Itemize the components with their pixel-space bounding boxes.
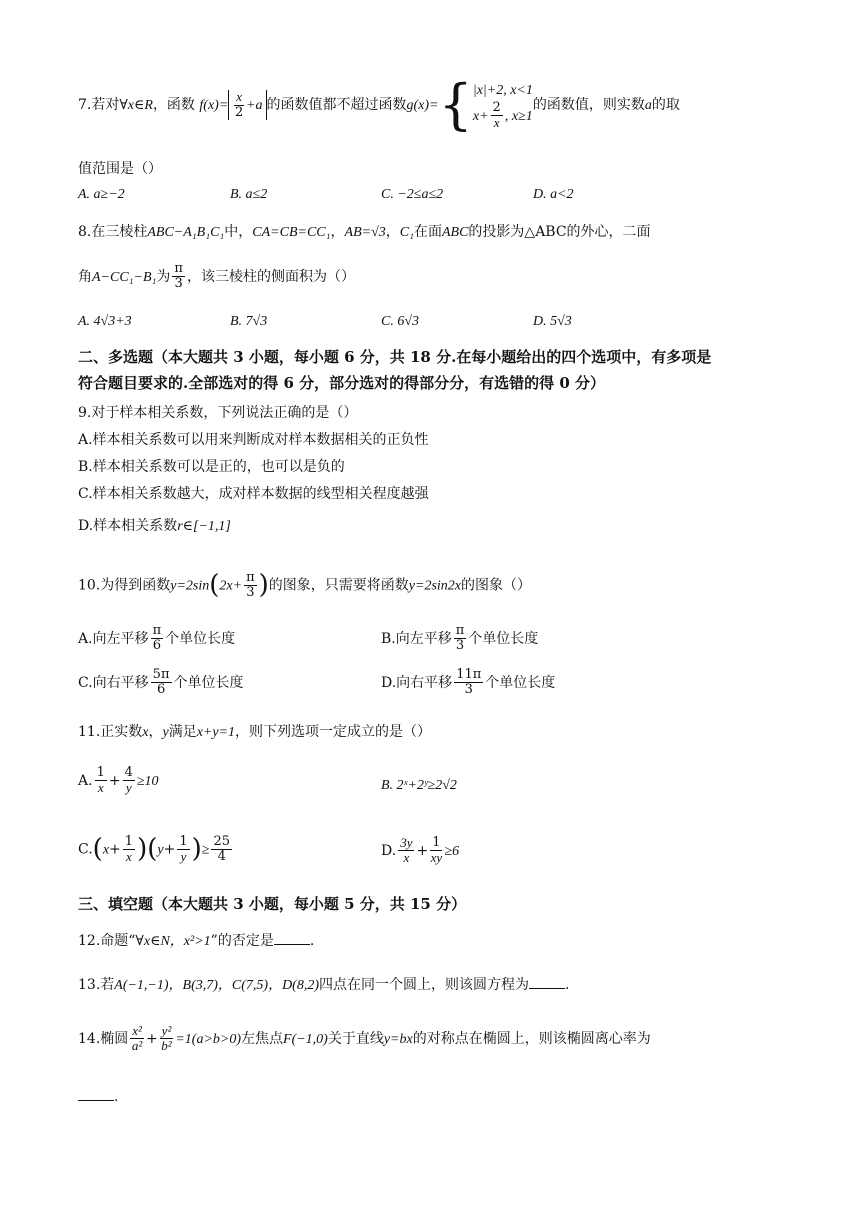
q9-option-d — [78, 518, 231, 536]
q11-option-b: B. 2ˣ+2ʸ≥2√2 — [381, 778, 457, 793]
q8-text: 角 — [78, 268, 92, 285]
q10-stem — [78, 570, 531, 601]
q12-text: 12.命题“ — [78, 933, 136, 949]
q11-c-num: 25 — [213, 833, 230, 849]
q10-paren-open: ( — [209, 570, 220, 600]
q11-c-frac3 — [211, 835, 232, 865]
q8-prism: ABC−A₁B₁C₁ — [147, 225, 225, 240]
q10-text: 的图象（） — [461, 577, 532, 594]
q8-abc: ABC — [441, 225, 469, 240]
q14-frac-y: $\frac{\text{y²}}{\text{b²}}$ — [161, 1023, 172, 1054]
q11-a-tail: ≥10 — [136, 773, 159, 789]
section2-heading-line2: 符合题目要求的.全部选对的得 6 分，部分选对的得部分分，有选错的得 0 分） — [78, 374, 605, 392]
q10-unit: 个单位长度 — [173, 674, 244, 691]
q11-c-frac1: $\frac{1}{x}$ — [124, 833, 134, 865]
q11-d-pre: D. — [381, 842, 397, 859]
q9-option-b: B.样本相关系数可以是正的，也可以是负的 — [78, 459, 345, 475]
q8-frac — [172, 262, 185, 292]
section3-heading: 三、填空题（本大题共 3 小题，每小题 5 分，共 15 分） — [78, 895, 467, 913]
q10-c-den: 6 — [156, 682, 166, 698]
q10-option-a — [78, 624, 235, 654]
q8-c1: C₁ — [399, 225, 414, 240]
q7-frac-den: 2 — [235, 104, 244, 120]
q9-stem: 9.对于样本相关系数，下列说法正确的是（） — [78, 405, 358, 421]
q14-frac-x: $\frac{\text{x²}}{\text{a²}}$ — [131, 1023, 143, 1054]
q7-brace: { — [438, 73, 473, 136]
q8-angle: A−CC₁−B₁ — [92, 269, 157, 285]
q11-d-tail: ≥6 — [444, 843, 460, 859]
q8-text: 的投影为△ABC的外心，二面 — [468, 224, 651, 240]
q7-math-domain: ∀x∈R — [119, 98, 153, 113]
q11-a-frac1: $\frac{1}{x}$ — [96, 765, 105, 796]
q8-frac-den: 3 — [174, 276, 183, 292]
q14-answer-blank[interactable] — [78, 1088, 114, 1101]
q13-answer-blank[interactable] — [529, 976, 565, 989]
q7-option-c: C. −2≤a≤2 — [381, 187, 444, 202]
q9-d-math: r∈[−1,1] — [177, 519, 231, 534]
q8-text: 8.在三棱柱 — [78, 224, 148, 240]
q10-option-b — [381, 624, 538, 654]
q10-text: 10.为得到函数 — [78, 577, 171, 594]
q8-text: 在面 — [413, 224, 442, 240]
q13-text: 13.若 — [78, 977, 115, 993]
q10-d-den: 3 — [464, 682, 473, 698]
q10-b-num: π — [455, 623, 465, 638]
q14-line: y=bx — [383, 1031, 413, 1047]
q11-option-d: D. $\frac{3y}{x}$ + $\frac{1}{xy}$ ≥6 — [381, 835, 460, 866]
q10-frac-den: 3 — [246, 585, 255, 601]
q10-b-frac — [454, 624, 467, 654]
q8-text: ， — [385, 224, 400, 240]
q7-g-lhs: g(x)= — [406, 98, 439, 113]
q7-var-a: a — [644, 98, 652, 113]
q13-stem — [78, 976, 569, 995]
q8-text: ，该三棱柱的侧面积为（） — [186, 268, 355, 285]
q10-b-pre: B.向左平移 — [381, 630, 452, 647]
q9-option-a: A.样本相关系数可以用来判断成对样本数据相关的正负性 — [78, 432, 429, 448]
q7-line2: 值范围是（） — [78, 161, 162, 177]
q7-option-a: A. a≥−2 — [78, 187, 125, 202]
q11-text: 11.正实数 — [78, 724, 143, 740]
q7-option-b: B. a≤2 — [230, 187, 268, 202]
q7-case2-den: x — [493, 115, 500, 130]
q8-line1 — [78, 224, 651, 242]
q13-end: . — [565, 977, 570, 993]
q7-abs — [228, 90, 266, 120]
q11-x: x — [142, 725, 149, 740]
q10-unit: 个单位长度 — [165, 630, 236, 647]
q11-c-tail: ≥ — [201, 842, 210, 858]
q11-c-frac2: $\frac{1}{y}$ — [179, 833, 188, 865]
q11-a-frac2: $\frac{4}{y}$ — [124, 765, 133, 796]
q12-answer-blank[interactable] — [274, 932, 310, 945]
q13-points: A(−1,−1)，B(3,7)，C(7,5)，D(8,2) — [114, 978, 320, 993]
q7-number: 7. — [78, 97, 92, 113]
q8-eq2: AB=√3 — [344, 225, 386, 240]
q7-f-lhs: f(x)= — [199, 98, 229, 113]
q10-text: 的图象，只需要将函数 — [268, 577, 409, 594]
q7-line1 — [78, 73, 680, 136]
q11-d-frac2: $\frac{1}{xy}$ — [430, 835, 443, 866]
q8-frac-num: π — [174, 261, 183, 276]
q10-c-pre: C.向右平移 — [78, 674, 149, 691]
q10-d-pre: D.向右平移 — [381, 674, 453, 691]
q7-text: 的函数值都不超过函数 — [266, 97, 407, 113]
q11-c-den: 4 — [217, 849, 226, 865]
q11-y: y — [162, 725, 169, 740]
q8-sep: ， — [330, 224, 345, 240]
q10-a-num: π — [152, 623, 162, 638]
q7-case2 — [473, 101, 533, 131]
q7-frac — [234, 90, 244, 120]
q13-text: 四点在同一个圆上，则该圆方程为 — [319, 977, 530, 993]
q7-text: 的函数值，则实数 — [532, 97, 645, 113]
q11-text: ，则下列选项一定成立的是（） — [235, 724, 432, 740]
q10-frac — [244, 571, 257, 601]
q10-inner: 2x+ — [219, 578, 243, 594]
q11-comma: ， — [148, 724, 163, 740]
q12-math: ∀x∈N，x²>1 — [135, 934, 211, 949]
q7-text: ，函数 — [152, 97, 195, 113]
q14-text: 左焦点 — [241, 1030, 284, 1047]
q14-focus: F(−1,0) — [283, 1031, 328, 1047]
q11-cond: x+y=1 — [196, 725, 236, 740]
q14-end: . — [114, 1089, 119, 1105]
q10-d-frac — [454, 668, 483, 698]
q8-option-c: C. 6√3 — [381, 314, 420, 329]
q7-case2-b: , x≥1 — [504, 108, 533, 124]
q7-text: 的取 — [651, 97, 680, 113]
q10-c-num: 5π — [152, 667, 170, 682]
q7-case1: |x|+2, x<1 — [472, 82, 533, 98]
q11-option-c: C.(x+ $\frac{1}{x}$ )(y+ $\frac{1}{y}$ )≥ $\frac{25}{4}$ — [78, 833, 230, 865]
q7-case2-a: x+ — [472, 108, 489, 124]
q14-eq-tail: =1(a>b>0) — [175, 1031, 242, 1047]
q10-d-num: 11π — [456, 667, 482, 682]
q12-end: . — [309, 933, 315, 949]
q8-option-a: A. 4√3+3 — [78, 314, 132, 329]
q10-option-d — [381, 668, 555, 698]
q11-c-pre: C. — [78, 841, 93, 858]
q12-text: ”的否定是 — [210, 933, 274, 949]
q10-unit: 个单位长度 — [468, 630, 539, 647]
q11-stem — [78, 724, 431, 742]
q10-paren-close: ) — [258, 570, 269, 600]
q14-answer-line — [78, 1088, 118, 1106]
q10-unit: 个单位长度 — [485, 674, 556, 691]
q10-frac-num: π — [246, 569, 255, 585]
q7-option-d: D. a<2 — [533, 187, 574, 202]
q7-case2-num: 2 — [492, 99, 501, 115]
q14-text: 关于直线 — [327, 1030, 384, 1047]
q11-a-pre: A. — [78, 772, 93, 789]
q11-option-a: A. $\frac{1}{x}$ + $\frac{4}{y}$ ≥10 — [78, 765, 159, 796]
q14-text: 的对称点在椭圆上，则该椭圆离心率为 — [412, 1030, 651, 1047]
q7-case2-frac — [491, 101, 503, 131]
q9-option-c: C.样本相关系数越大，成对样本数据的线型相关程度越强 — [78, 486, 429, 502]
q10-option-c — [78, 668, 244, 698]
q8-option-b: B. 7√3 — [230, 314, 268, 329]
q14-text: 14.椭圆 — [78, 1030, 129, 1047]
q10-c-frac — [151, 668, 172, 698]
q12-stem — [78, 932, 314, 951]
q14-stem: 14.椭圆 $\frac{\text{x²}}{\text{a²}}$ + $\frac{\text{y²}}{\text{b²}}$ =1(a>b>0)左焦点F(−1,0)关于直线y=bx的对称点在椭圆上，则该椭圆离心率为 — [78, 1023, 651, 1054]
q8-option-d: D. 5√3 — [533, 314, 572, 329]
q10-f1: y=2sin — [170, 578, 210, 594]
q11-d-frac1: $\frac{3y}{x}$ — [400, 835, 413, 866]
q8-text: 中， — [224, 224, 253, 240]
q11-text: 满足 — [168, 724, 197, 740]
q7-text: 若对 — [91, 97, 120, 113]
q10-a-den: 6 — [152, 638, 161, 654]
q7-plus-a: +a — [246, 98, 263, 113]
q8-eq1: CA=CB=CC₁ — [252, 225, 331, 240]
q10-b-den: 3 — [455, 638, 465, 654]
q8-text: 为 — [156, 268, 171, 285]
q8-line2 — [78, 262, 355, 292]
q10-a-frac — [151, 624, 164, 654]
section2-heading-line1: 二、多选题（本大题共 3 小题，每小题 6 分，共 18 分.在每小题给出的四个选项中，有多项是 — [78, 348, 712, 366]
q7-cases — [473, 80, 533, 131]
q10-f2: y=2sin2x — [408, 578, 462, 594]
q9-d-text: D.样本相关系数 — [78, 518, 178, 534]
q7-frac-num: x — [236, 89, 243, 105]
q10-a-pre: A.向左平移 — [78, 630, 149, 647]
